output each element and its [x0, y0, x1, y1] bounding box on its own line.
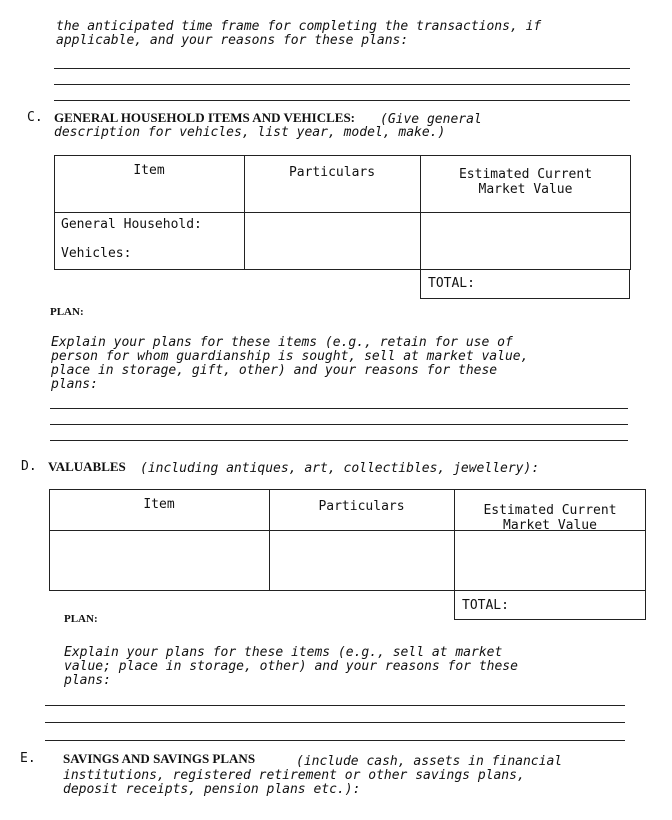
answer-line[interactable]: [50, 408, 628, 409]
col-header-item: Item: [143, 497, 175, 512]
section-e-note-3: deposit receipts, pension plans etc.):: [63, 782, 361, 797]
section-d-letter: D.: [21, 459, 37, 474]
col-header-particulars: Particulars: [288, 165, 376, 180]
plan-label: PLAN:: [50, 306, 84, 318]
section-e-note-1: (include cash, assets in financial: [296, 754, 563, 769]
row-label-vehicles: Vehicles:: [61, 246, 132, 261]
section-d-heading: VALUABLES: [48, 459, 126, 474]
plan-text-line-2: person for whom guardianship is sought, sell at market value,: [51, 349, 529, 364]
plan-text-line-2: value; place in storage, other) and your reasons for these: [64, 659, 518, 674]
plan-text-line-1: Explain your plans for these items (e.g., sell at market: [64, 645, 503, 660]
answer-line[interactable]: [54, 100, 630, 101]
plan-text-line-3: place in storage, gift, other) and your reasons for these: [51, 363, 498, 378]
answer-line[interactable]: [54, 68, 630, 69]
answer-line[interactable]: [45, 740, 625, 741]
plan-text-line-1: Explain your plans for these items (e.g., retain for use of: [51, 335, 513, 350]
section-c-note-1: (Give general: [380, 112, 482, 127]
intro-line-1: the anticipated time frame for completing the transactions, if: [56, 19, 542, 34]
row-label-household: General Household:: [61, 217, 202, 232]
col-header-value-1: Estimated Current: [458, 167, 593, 182]
total-label: TOTAL:: [428, 276, 475, 291]
plan-text-line-4: plans:: [51, 377, 98, 392]
col-header-value-2: Market Value: [503, 518, 597, 533]
col-header-particulars: Particulars: [318, 499, 405, 514]
intro-line-2: applicable, and your reasons for these plans:: [56, 33, 409, 48]
plan-text-line-3: plans:: [64, 673, 111, 688]
section-e-letter: E.: [20, 751, 36, 766]
col-header-value-2: Market Value: [478, 182, 573, 197]
answer-line[interactable]: [54, 84, 630, 85]
section-c-note-2: description for vehicles, list year, model, make.): [54, 125, 446, 140]
answer-line[interactable]: [45, 705, 625, 706]
answer-line[interactable]: [45, 722, 625, 723]
total-label: TOTAL:: [462, 598, 509, 613]
col-header-item: Item: [133, 163, 165, 178]
section-c-heading: GENERAL HOUSEHOLD ITEMS AND VEHICLES:: [54, 110, 355, 125]
answer-line[interactable]: [50, 424, 628, 425]
section-e-note-2: institutions, registered retirement or other savings plans,: [63, 768, 525, 783]
section-d-note: (including antiques, art, collectibles, jewellery):: [140, 461, 540, 476]
answer-line[interactable]: [50, 440, 628, 441]
col-header-value-1: Estimated Current: [483, 503, 617, 518]
table-header-divider: [54, 212, 631, 213]
plan-label: PLAN:: [64, 613, 98, 625]
section-c-letter: C.: [27, 110, 43, 125]
section-e-heading: SAVINGS AND SAVINGS PLANS: [63, 751, 256, 766]
